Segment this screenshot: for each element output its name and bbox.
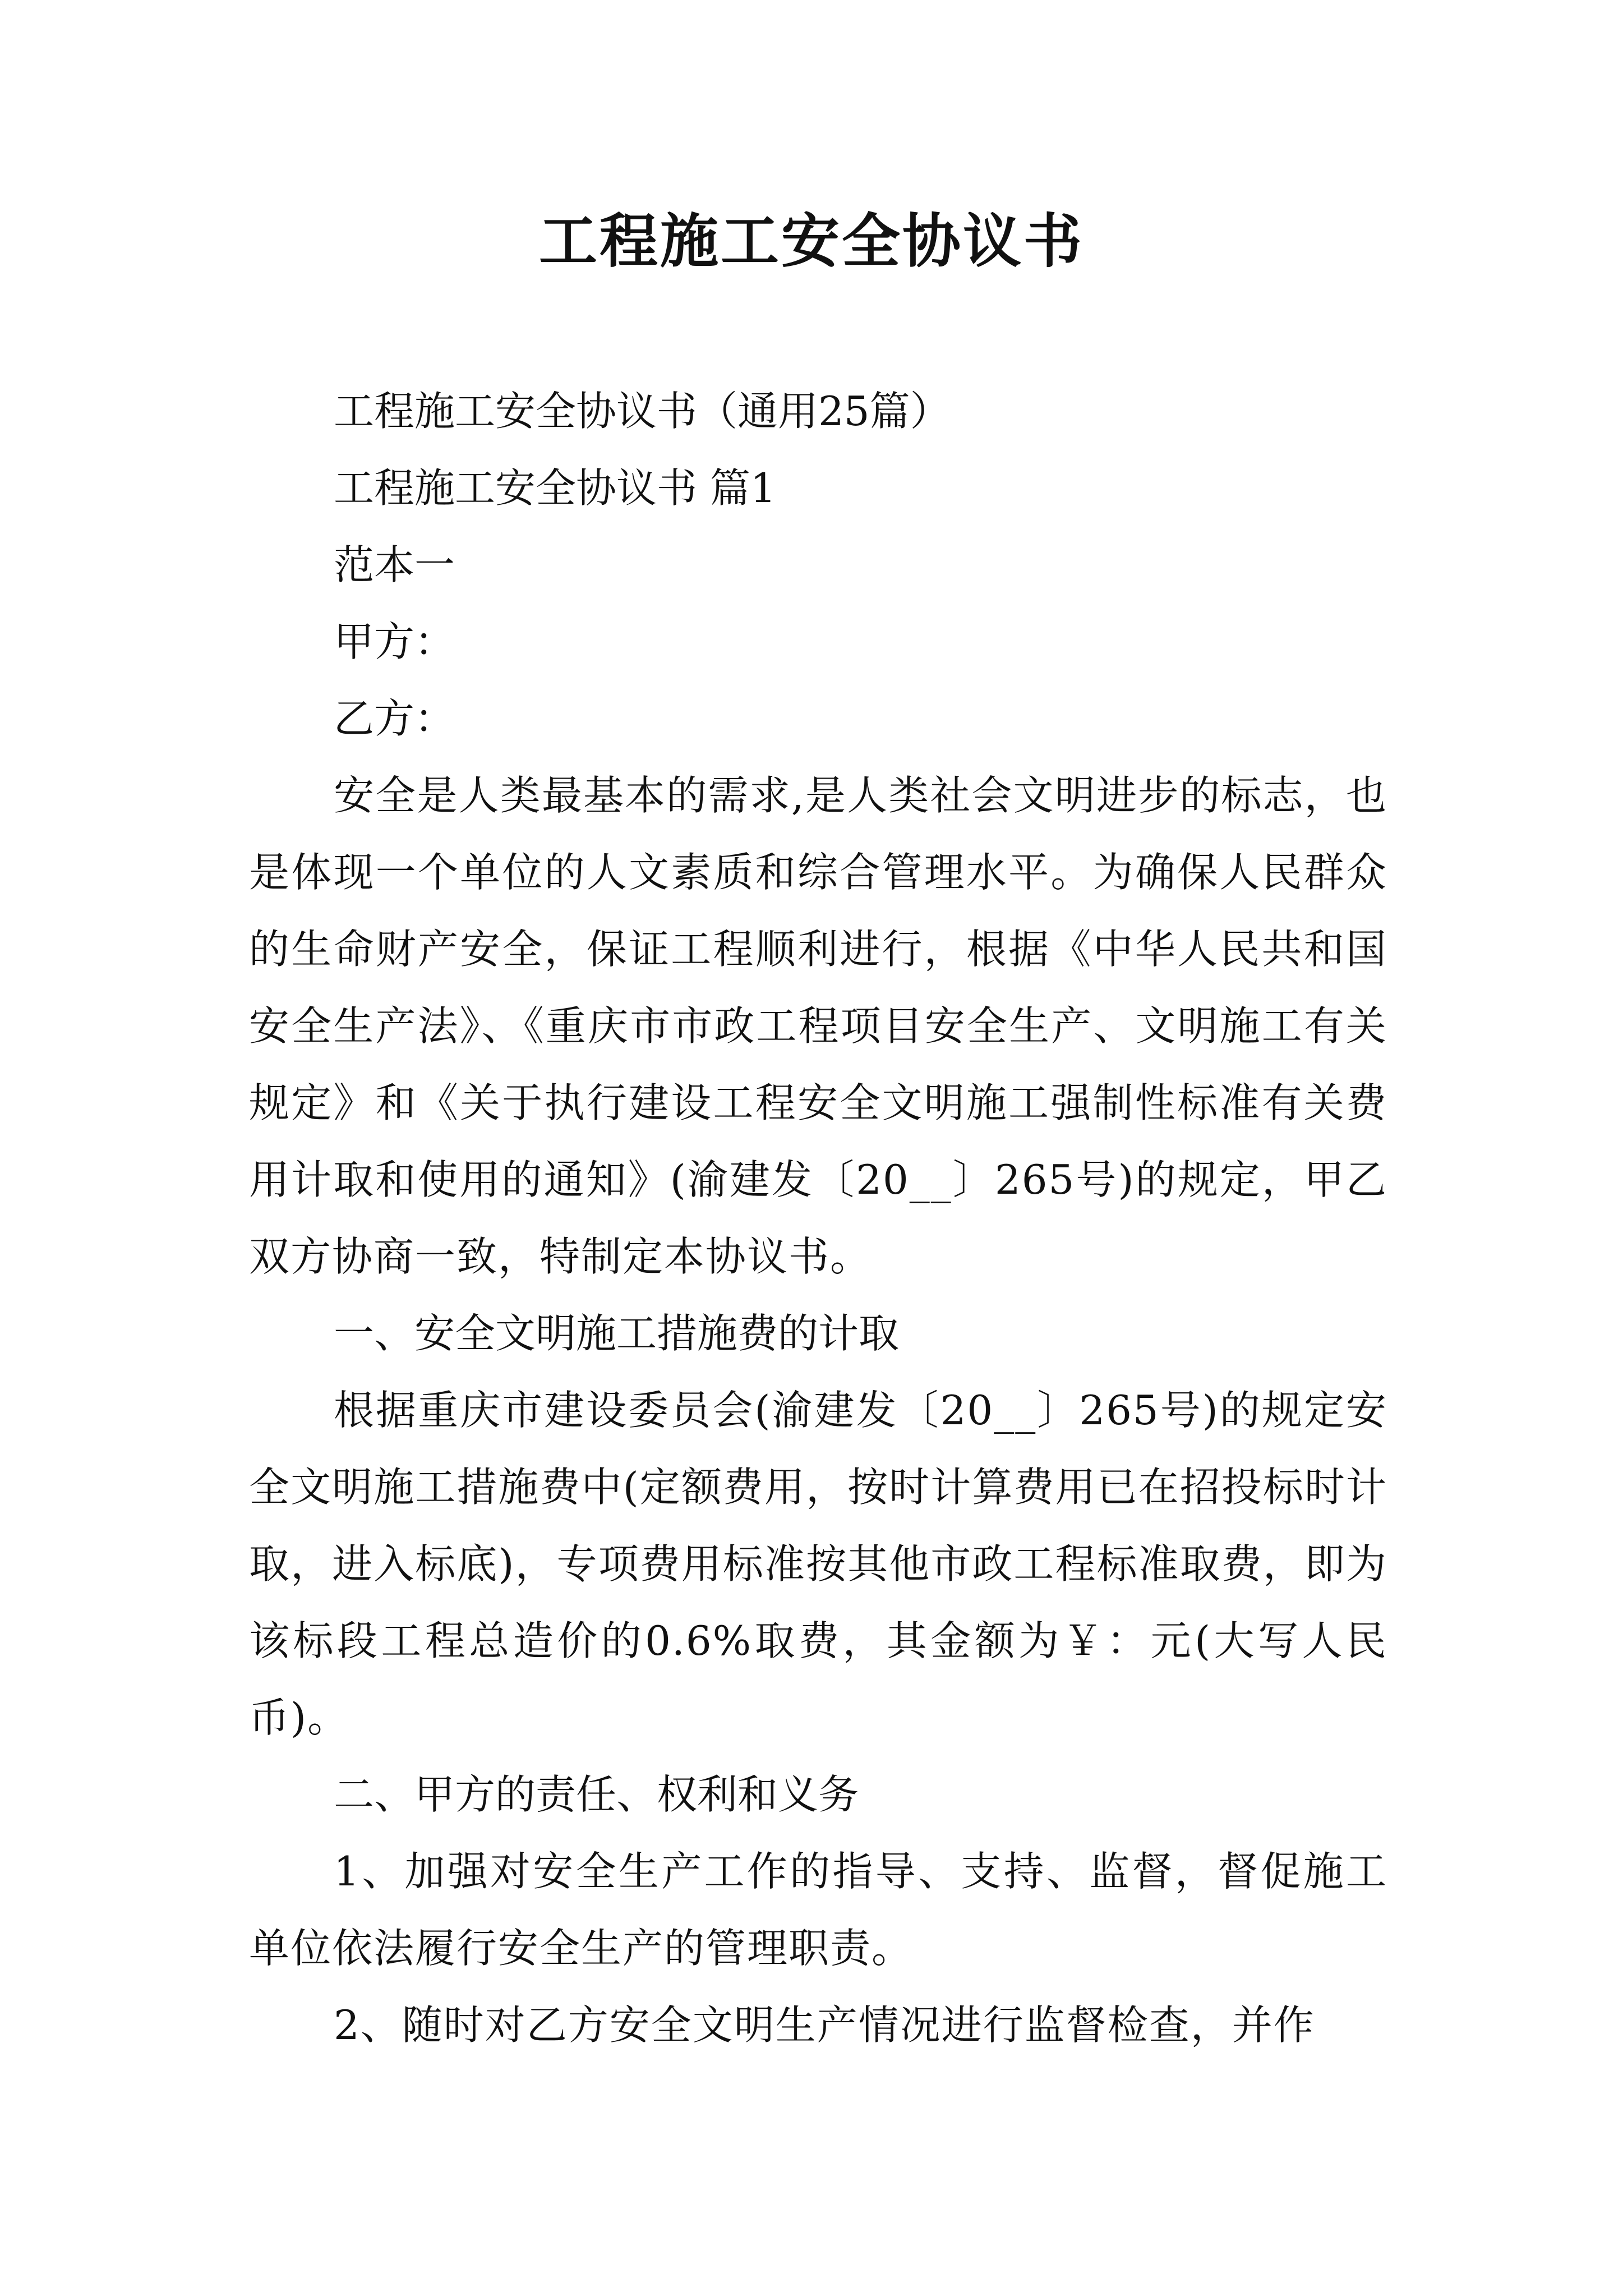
party-a-label: 甲方： [334,618,455,665]
document-body [249,373,1387,2064]
fee-paragraph: 根据重庆市建设委员会(渝建发〔20__〕265号)的规定安全文明施工措施费中(定额费用，按时计算费用已在招投标时计取，进入标底)，专项费用标准按其他市政工程标准取费，即为该标段工程总造价的0.6%取费，其金额为￥：元(大写人民币)。 [249,1387,1387,1741]
clause-item-1: 1、加强对安全生产工作的指导、支持、监督，督促施工单位依法履行安全生产的管理职责。 [249,1848,1387,1972]
section-heading: 工程施工安全协议书 篇1 [334,464,776,512]
sample-label: 范本一 [334,541,455,588]
intro-paragraph: 安全是人类最基本的需求,是人类社会文明进步的标志，也是体现一个单位的人文素质和综合管理水平。为确保人民群众的生命财产安全，保证工程顺利进行，根据《中华人民共和国安全生产法》、《重庆市市政工程项目安全生产、文明施工有关规定》和《关于执行建设工程安全文明施工强制性标准有关费用计取和使用的通知》(渝建发〔20__〕265号)的规定，甲乙双方协商一致，特制定本协议书。 [249,772,1387,1280]
document-title: 工程施工安全协议书 [538,206,1084,275]
document-subtitle: 工程施工安全协议书（通用25篇） [334,388,951,435]
clause-heading-1: 一、安全文明施工措施费的计取 [334,1310,900,1357]
clause-heading-2: 二、甲方的责任、权利和义务 [334,1771,859,1818]
clause-item-2: 2、随时对乙方安全文明生产情况进行监督检查，并作 [334,2001,1315,2049]
party-b-label: 乙方： [334,695,455,742]
